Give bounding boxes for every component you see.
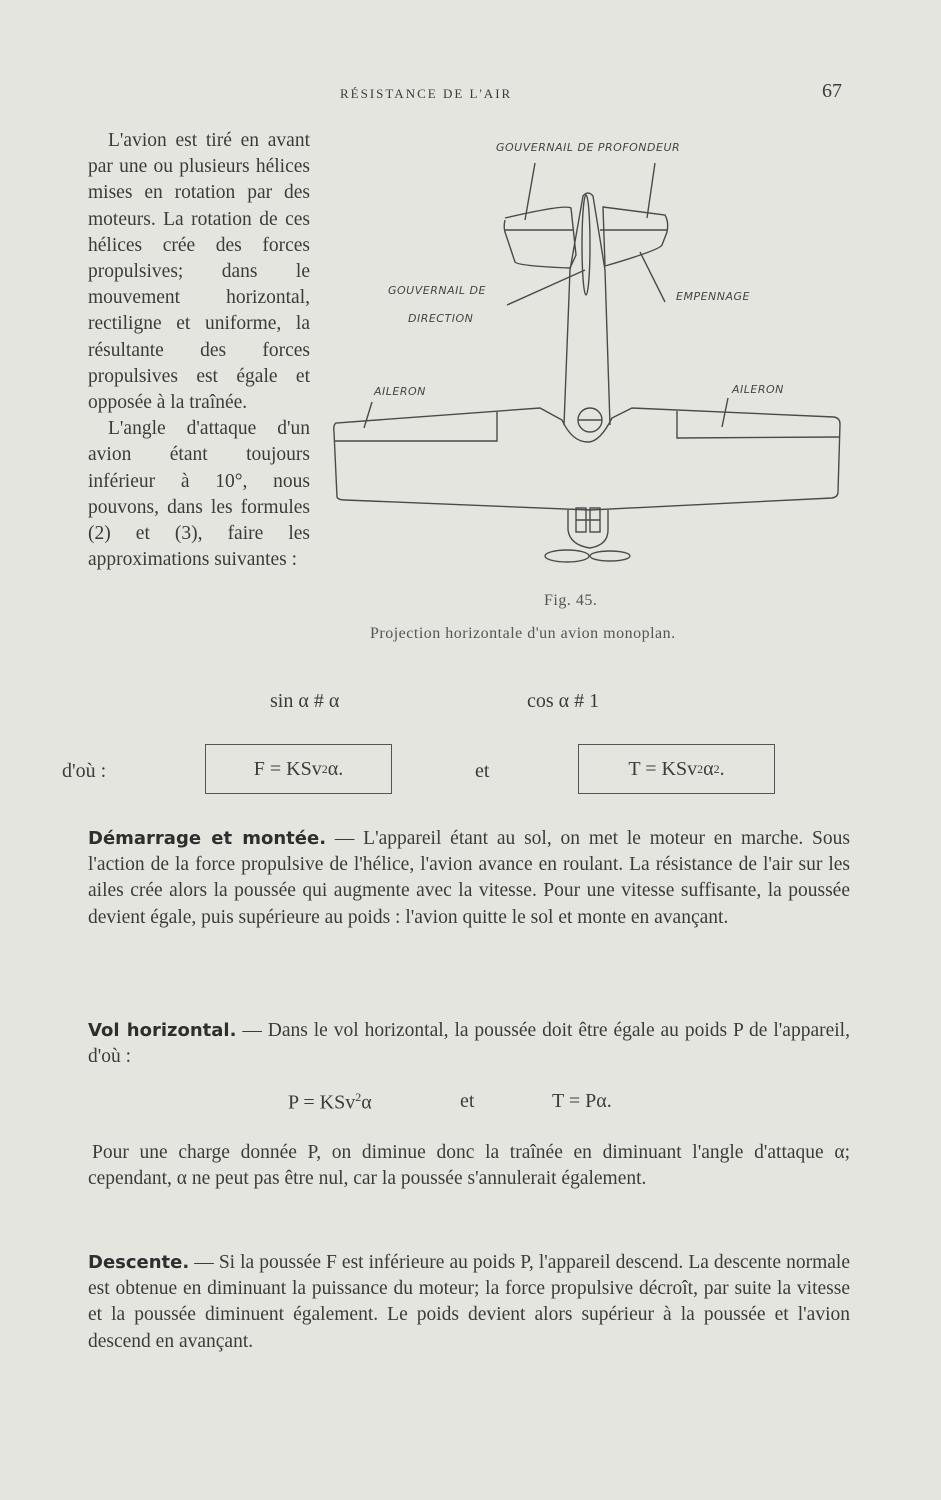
et-label: et [460, 1090, 475, 1112]
paragraph-text: Pour une charge donnée P, on diminue donc la traînée en diminuant l'angle d'attaque α; cependant, α ne peut pas être nul, car la poussée s'annulerait également. [88, 1142, 850, 1190]
eq-exp: 2 [713, 761, 720, 776]
figure-number: Fig. 45. [544, 592, 598, 609]
label-aileron-left: AILERON [374, 385, 426, 398]
paragraph: L'avion est tiré en avant par une ou plusieurs hélices mises en rotation par des moteurs. La rotation de ces hélices crée des forces propulsives; dans le mouvement horizontal, rectiligne et uniforme, la résultante des forces propulsives est égale et opposée à la traînée. [88, 130, 310, 414]
section-vol-horizontal [88, 1018, 850, 1070]
eq-text: α. [327, 757, 344, 780]
equation-box-T [578, 744, 775, 794]
section-title: Vol horizontal. [88, 1020, 237, 1041]
stabilizer-right [603, 207, 668, 266]
equation-P [288, 1090, 372, 1115]
rudder [582, 195, 590, 295]
equation-T: T = Pα. [552, 1090, 612, 1112]
section-title: Démarrage et montée. [88, 828, 327, 849]
aileron-right [677, 411, 840, 438]
eq-exp: 2 [355, 1090, 362, 1104]
approx-cos: cos α # 1 [527, 690, 600, 712]
equation-box-F [205, 744, 392, 794]
section-text: — Dans le vol horizontal, la poussée doit être égale au poids P de l'appareil, d'où : [88, 1020, 850, 1068]
eq-text: F = KSv [253, 757, 322, 780]
label-empennage: EMPENNAGE [676, 290, 750, 303]
eq-text: P = KSv [288, 1091, 356, 1114]
propeller [545, 550, 589, 562]
et-label: et [475, 760, 490, 782]
section-title: Descente. [88, 1252, 190, 1273]
section-text: — L'appareil étant au sol, on met le moteur en marche. Sous l'action de la force propulsive de l'hélice, l'avion avance en roulant. La résistance de l'air sur les ailes crée alors la poussée qui augmente avec la vitesse. Pour une vitesse suffisante, la poussée devient égale, puis supérieure au poids : l'avion quitte le sol et monte en avançant. [88, 828, 850, 928]
paragraph [88, 1140, 850, 1192]
eq-text: α [703, 757, 714, 780]
label-direction: DIRECTION [408, 312, 474, 325]
dou-label: d'où : [62, 760, 107, 782]
eq-exp: 2 [697, 761, 704, 776]
section-descente [88, 1250, 850, 1355]
section-text: — Si la poussée F est inférieure au poids P, l'appareil descend. La descente normale est obtenue en diminuant la puissance du moteur; la force propulsive décroît, par suite la vitesse et la poussée diminuent également. Le poids devient alors supérieur à la poussée et l'avion descend en avançant. [88, 1252, 850, 1352]
figure-caption: Projection horizontale d'un avion monoplan. [370, 625, 676, 642]
engine [568, 510, 608, 548]
eq-text: T = KSv [628, 757, 698, 780]
page-number: 67 [822, 80, 842, 102]
section-demarrage [88, 826, 850, 931]
eq-exp: 2 [321, 761, 328, 776]
aileron-left [334, 412, 497, 441]
eq-text: . [719, 757, 725, 780]
label-aileron-right: AILERON [732, 383, 784, 396]
eq-text: α [361, 1091, 372, 1114]
running-title: RÉSISTANCE DE L'AIR [340, 86, 513, 101]
label-gouvernail-profondeur: GOUVERNAIL DE PROFONDEUR [496, 141, 681, 154]
label-gouvernail-direction: GOUVERNAIL DE [388, 284, 486, 297]
wing [334, 408, 840, 510]
airplane-diagram [0, 0, 941, 700]
paragraph: L'angle d'attaque d'un avion étant toujours inférieur à 10°, nous pouvons, dans les formules (2) et (3), faire les approximations suivantes : [88, 418, 310, 571]
approx-sin: sin α # α [270, 690, 340, 712]
stabilizer-left [504, 207, 576, 268]
